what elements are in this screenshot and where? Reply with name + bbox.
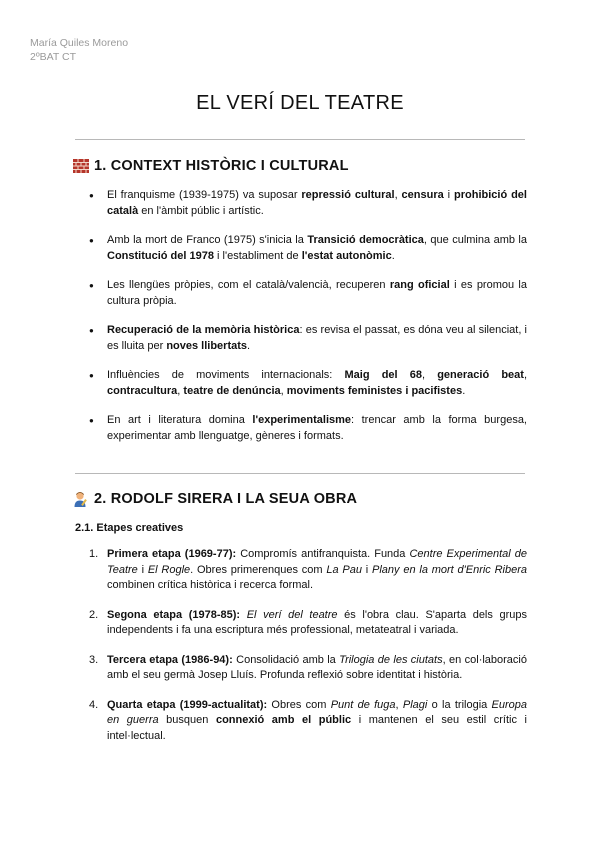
list-item-text <box>107 609 527 637</box>
author-course: 2ºBAT CT <box>30 51 77 63</box>
list-item <box>75 233 527 264</box>
divider <box>75 473 525 474</box>
list-item-text <box>107 654 527 682</box>
text-run: En art i literatura domina <box>107 414 253 426</box>
stages-numbered-list <box>75 547 527 744</box>
bold-text: Segona etapa (1978-85): <box>107 608 241 621</box>
list-number: 2. <box>89 608 99 621</box>
text-run: i es promou la cultura pròpia. <box>107 279 527 307</box>
document-title: EL VERÍ DEL TEATRE <box>196 92 404 114</box>
bold-text: teatre de denúncia <box>183 384 281 397</box>
brick-icon <box>73 159 89 173</box>
italic-text: Punt de fuga <box>330 698 396 711</box>
text-run: Consolidació amb la <box>232 653 340 666</box>
text-run: , <box>395 698 403 711</box>
text-run <box>240 609 247 621</box>
bold-text: noves llibertats <box>166 339 248 352</box>
text-run: . Obres primerenques com <box>190 563 327 576</box>
bold-text: repressió cultural <box>301 189 395 201</box>
section1-heading-text: 1. CONTEXT HISTÒRIC I CULTURAL <box>94 158 349 174</box>
list-item-text <box>107 548 527 591</box>
text-run: Obres com <box>267 698 331 711</box>
subsection-heading: 2.1. Etapes creatives <box>75 522 184 534</box>
text-run: . <box>462 384 466 397</box>
list-number: 3. <box>89 653 99 666</box>
text-run: , <box>394 189 402 201</box>
section1-heading <box>73 158 349 174</box>
italic-text: Plany en la mort d'Enric Ribera <box>372 563 527 576</box>
text-run: Les llengües pròpies, com el català/valencià, recuperen <box>107 279 390 291</box>
author-block <box>30 36 128 64</box>
list-number: 4. <box>89 698 99 711</box>
bold-text: l'estat autonòmic <box>301 249 392 262</box>
bold-text: generació beat <box>437 369 524 381</box>
text-run: i l'establiment de <box>213 249 302 262</box>
text-run: busquen <box>158 714 216 726</box>
bold-text: contracultura <box>107 384 178 397</box>
text-run: i mantenen el seu estil crític i intel·lectual. <box>107 714 527 742</box>
text-run: i <box>137 563 148 576</box>
list-item-text <box>107 699 527 742</box>
list-number: 1. <box>89 548 99 560</box>
list-item <box>75 368 527 399</box>
list-item <box>75 608 527 639</box>
text-run: , <box>280 384 287 397</box>
section2-heading-text: 2. RODOLF SIRERA I LA SEUA OBRA <box>94 491 358 507</box>
list-item <box>75 547 527 594</box>
list-item <box>75 188 527 219</box>
text-run: en l'àmbit públic i artístic. <box>138 204 264 217</box>
bold-text: prohibició del català <box>107 189 527 217</box>
text-run: El franquisme (1939-1975) va suposar <box>107 189 302 201</box>
bold-text: Maig del 68 <box>344 369 422 381</box>
bold-text: Constitució del 1978 <box>107 249 214 262</box>
bold-text: Tercera etapa (1986-94): <box>107 653 233 666</box>
text-run: . <box>247 339 251 352</box>
list-item <box>75 653 527 684</box>
italic-text: Centre Experimental de Teatre <box>107 548 528 576</box>
text-run: : trencar amb la forma burgesa, experimentar amb llenguatge, gèneres i formats. <box>107 414 527 442</box>
bold-text: rang oficial <box>389 279 450 291</box>
text-run: Compromís antifranquista. Funda <box>236 548 410 560</box>
text-run: , en col·laboració amb el seu germà Josep Lluís. Profunda reflexió sobre identitat i història. <box>107 653 527 681</box>
text-run: Amb la mort de Franco (1975) s'inicia la <box>107 234 308 246</box>
section2-heading <box>73 491 357 507</box>
text-run: i <box>443 189 455 201</box>
text-run: , <box>177 384 184 397</box>
list-item <box>75 278 527 309</box>
text-run: és l'obra clau. S'aparta dels grups independents i fa una escriptura més professional, metateatral i variada. <box>107 608 528 636</box>
bold-text: Quarta etapa (1999-actualitat): <box>107 698 268 711</box>
text-run: . <box>391 249 395 262</box>
bold-text: Transició democràtica <box>307 234 424 246</box>
bold-text: moviments feministes i pacifistes <box>286 384 463 397</box>
text-run: , <box>422 369 438 381</box>
text-run: combinen crítica històrica i recerca formal. <box>107 579 314 591</box>
bold-text: Primera etapa (1969-77): <box>107 548 237 560</box>
text-run: , que culmina amb la <box>423 234 527 246</box>
italic-text: Trilogia de les ciutats <box>339 653 443 666</box>
bold-text: censura <box>401 189 444 201</box>
text-run: : es revisa el passat, es dóna veu al silenciat, i es lluita per <box>107 324 527 352</box>
text-run: i <box>362 563 373 576</box>
text-run: Influències de moviments internacionals: <box>107 369 345 381</box>
bold-text: Recuperació de la memòria històrica <box>107 324 300 336</box>
italic-text: La Pau <box>326 563 362 576</box>
italic-text: El verí del teatre <box>246 608 338 621</box>
context-bullet-list <box>75 188 527 444</box>
list-item <box>75 323 527 354</box>
writer-icon <box>73 491 89 507</box>
italic-text: Plagi <box>402 698 428 711</box>
text-run: , <box>523 369 527 381</box>
divider <box>75 139 525 140</box>
list-item <box>75 413 527 444</box>
text-run: o la trilogia <box>427 698 492 711</box>
author-name: María Quiles Moreno <box>30 37 129 49</box>
italic-text: El Rogle <box>147 563 191 576</box>
bold-text: connexió amb el públic <box>215 714 352 726</box>
list-item <box>75 698 527 745</box>
italic-text: Europa en guerra <box>107 698 528 726</box>
bold-text: l'experimentalisme <box>252 414 352 426</box>
